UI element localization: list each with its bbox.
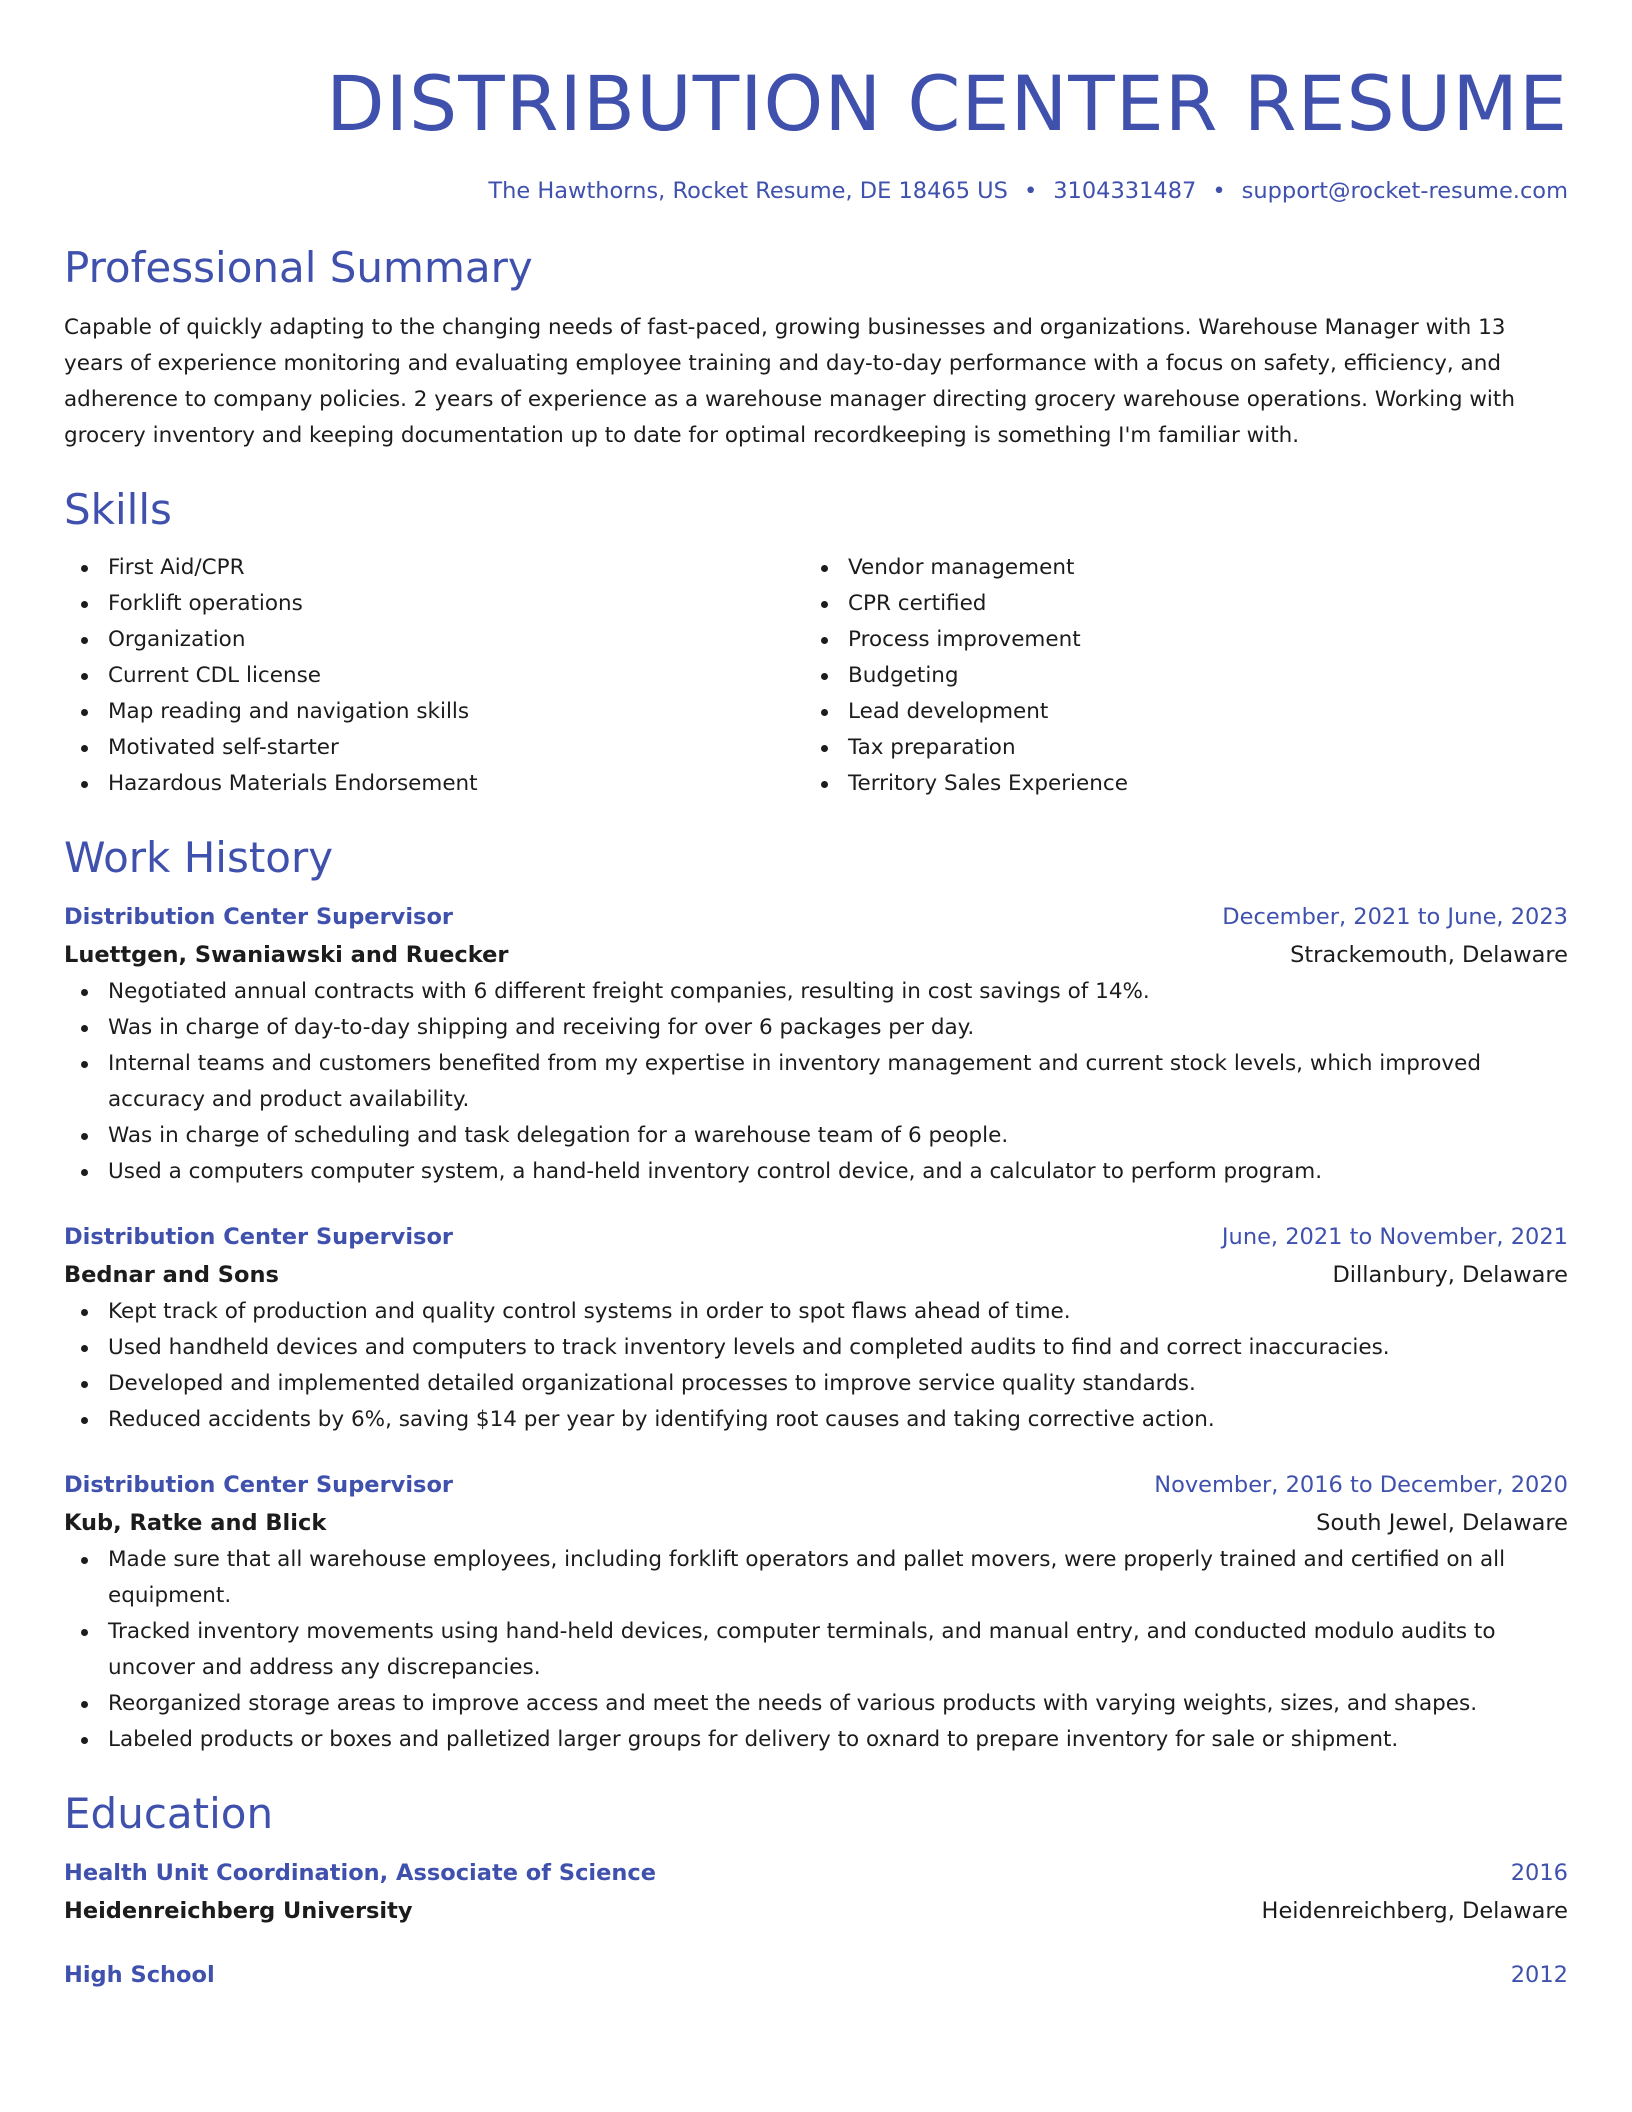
skill-item: Tax preparation [848, 730, 1544, 766]
job-entry [64, 1466, 1568, 1758]
job-bullet: Tracked inventory movements using hand-held devices, computer terminals, and manual entry, and conducted modulo audits to uncover and address any discrepancies. [108, 1614, 1568, 1686]
education-entry [64, 1956, 1568, 1994]
skill-item: CPR certified [848, 586, 1544, 622]
skill-item: Budgeting [848, 658, 1544, 694]
skills-column-right [804, 550, 1544, 802]
skills-grid [64, 550, 1568, 802]
job-bullet: Was in charge of day-to-day shipping and receiving for over 6 packages per day. [108, 1010, 1568, 1046]
job-company: Bednar and Sons [64, 1262, 279, 1288]
skill-item: Process improvement [848, 622, 1544, 658]
job-bullet: Negotiated annual contracts with 6 different freight companies, resulting in cost savings of 14%. [108, 974, 1568, 1010]
resume-title: DISTRIBUTION CENTER RESUME [326, 59, 1568, 148]
job-bullet: Used handheld devices and computers to track inventory levels and completed audits to find and correct inaccuracies. [108, 1330, 1568, 1366]
skill-item: First Aid/CPR [108, 550, 804, 586]
contact-separator: • [1212, 178, 1226, 204]
contact-phone: 3104331487 [1053, 178, 1197, 204]
skills-heading: Skills [64, 485, 172, 534]
education-heading: Education [64, 1789, 274, 1838]
skill-item: Lead development [848, 694, 1544, 730]
education-section [64, 1786, 1568, 1994]
work-history-heading: Work History [64, 833, 334, 882]
contact-separator: • [1023, 178, 1038, 204]
skill-item: Motivated self-starter [108, 730, 804, 766]
job-company: Luettgen, Swaniawski and Ruecker [64, 942, 509, 968]
job-location: Dillanbury, Delaware [1332, 1262, 1568, 1288]
education-entry [64, 1854, 1568, 1930]
job-entry [64, 1218, 1568, 1438]
skill-item: Current CDL license [108, 658, 804, 694]
education-year: 2016 [1510, 1860, 1568, 1886]
education-degree: High School [64, 1962, 215, 1988]
job-location: Strackemouth, Delaware [1290, 942, 1568, 968]
job-company: Kub, Ratke and Blick [64, 1510, 327, 1536]
job-bullet: Reorganized storage areas to improve access and meet the needs of various products with varying weights, sizes, and shapes. [108, 1686, 1568, 1722]
skill-item: Organization [108, 622, 804, 658]
skill-item: Forklift operations [108, 586, 804, 622]
contact-email: support@rocket-resume.com [1241, 178, 1568, 204]
education-degree: Health Unit Coordination, Associate of Science [64, 1860, 656, 1886]
job-entry [64, 898, 1568, 1190]
summary-section [64, 240, 1568, 454]
education-year: 2012 [1510, 1962, 1568, 1988]
job-dates: December, 2021 to June, 2023 [1222, 904, 1568, 930]
job-bullet: Internal teams and customers benefited from my expertise in inventory management and current stock levels, which improved accuracy and product availability. [108, 1046, 1568, 1118]
job-bullet: Developed and implemented detailed organizational processes to improve service quality standards. [108, 1366, 1568, 1402]
job-title: Distribution Center Supervisor [64, 1224, 453, 1250]
job-bullet: Reduced accidents by 6%, saving $14 per year by identifying root causes and taking corrective action. [108, 1402, 1568, 1438]
education-location: Heidenreichberg, Delaware [1261, 1898, 1568, 1924]
job-bullet: Made sure that all warehouse employees, including forklift operators and pallet movers, were properly trained and certified on all equipment. [108, 1542, 1568, 1614]
job-bullet: Kept track of production and quality control systems in order to spot flaws ahead of time. [108, 1294, 1568, 1330]
work-history-section [64, 830, 1568, 1758]
skill-item: Hazardous Materials Endorsement [108, 766, 804, 802]
job-dates: June, 2021 to November, 2021 [1221, 1224, 1568, 1250]
education-school: Heidenreichberg University [64, 1898, 413, 1924]
job-title: Distribution Center Supervisor [64, 1472, 453, 1498]
job-bullet: Labeled products or boxes and palletized larger groups for delivery to oxnard to prepare inventory for sale or shipment. [108, 1722, 1568, 1758]
skills-section [64, 482, 1568, 802]
job-bullet: Was in charge of scheduling and task delegation for a warehouse team of 6 people. [108, 1118, 1568, 1154]
job-dates: November, 2016 to December, 2020 [1154, 1472, 1568, 1498]
job-bullet: Used a computers computer system, a hand-held inventory control device, and a calculator to perform program. [108, 1154, 1568, 1190]
job-location: South Jewel, Delaware [1316, 1510, 1568, 1536]
skill-item: Map reading and navigation skills [108, 694, 804, 730]
skills-column-left [64, 550, 804, 802]
contact-address: The Hawthorns, Rocket Resume, DE 18465 US [488, 178, 1008, 204]
skill-item: Territory Sales Experience [848, 766, 1544, 802]
contact-line [64, 174, 1568, 208]
summary-heading: Professional Summary [64, 243, 533, 292]
skill-item: Vendor management [848, 550, 1544, 586]
job-title: Distribution Center Supervisor [64, 904, 453, 930]
summary-text: Capable of quickly adapting to the changing needs of fast-paced, growing businesses and organizations. Warehouse Manager with 13 years of experience monitoring and evaluating employee training and day-to-day performance with a focus on safety, efficiency, and adherence to company policies. 2 years of experience as a warehouse manager directing grocery warehouse operations. Working with grocery inventory and keeping documentation up to date for optimal recordkeeping is something I'm familiar with. [64, 315, 1515, 448]
